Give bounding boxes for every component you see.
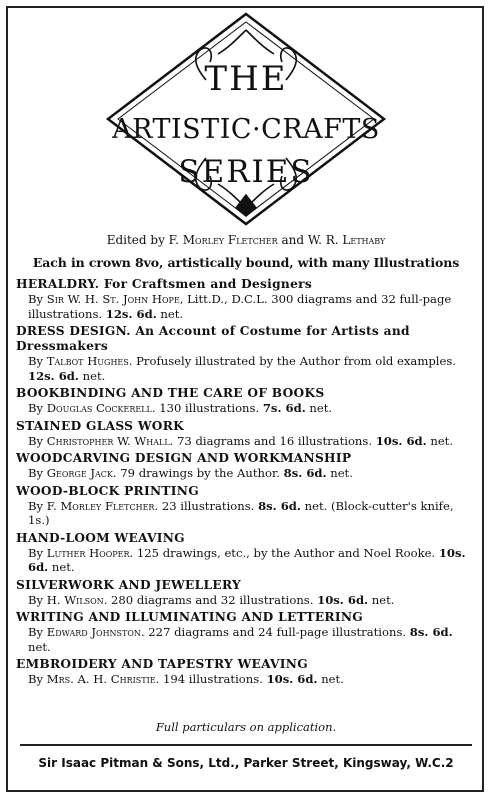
book-price: 10s. 6d. (266, 672, 318, 686)
book-description (16, 625, 476, 654)
format-line: Each in crown 8vo, artistically bound, with many Illustrations (32, 255, 460, 270)
by-prefix: By (28, 592, 47, 607)
book-price: 10s. 6d. (317, 592, 369, 607)
book-details: . 227 diagrams and 24 full-page illustrations. (140, 625, 410, 639)
book-title: DRESS DESIGN. An Account of Costume for Artists and Dressmakers (16, 324, 410, 353)
price-suffix: net. (28, 639, 51, 654)
divider (20, 744, 472, 746)
by-prefix: By (28, 545, 47, 560)
book-description (16, 593, 476, 608)
book-details: . 23 illustrations. (154, 498, 259, 513)
price-suffix: net. (326, 466, 353, 480)
book-title: WOOD-BLOCK PRINTING (16, 483, 199, 498)
book-details: . 73 diagrams and 16 illustrations. (169, 433, 376, 448)
logo-title-line3: SERIES (178, 154, 314, 190)
book-author: Talbot Hughes (46, 354, 129, 368)
book-author: Edward Johnston (46, 625, 141, 639)
book-title: HERALDRY. For Craftsmen and Designers (16, 277, 313, 291)
book-details: . 125 drawings, etc., by the Author and Noel Rooke. (129, 545, 439, 560)
price-suffix: net. (317, 672, 344, 686)
book-price: 8s. 6d. (409, 625, 453, 639)
editor-name: F. Morley Fletcher (168, 233, 278, 247)
book-entry (16, 610, 476, 654)
editors-joiner: and (277, 233, 308, 247)
book-author: Douglas Cockerell (46, 401, 152, 415)
by-prefix: By (28, 498, 47, 513)
book-title: SILVERWORK AND JEWELLERY (16, 577, 242, 592)
price-suffix: net. (Block-cutter's knife, 1s.) (28, 498, 454, 527)
book-price: 8s. 6d. (258, 498, 301, 513)
price-suffix: net. (368, 592, 395, 607)
price-suffix: net. (48, 560, 75, 574)
book-description (16, 401, 476, 416)
book-details: . Profusely illustrated by the Author from old examples. (128, 354, 456, 368)
book-details: . 130 illustrations. (151, 401, 263, 415)
book-details: . 79 drawings by the Author. (112, 466, 284, 480)
book-entry (16, 484, 476, 528)
book-price: 10s. 6d. (375, 433, 427, 448)
book-author: F. Morley Fletcher (46, 498, 155, 513)
logo-title-line1: THE (204, 59, 288, 99)
by-prefix: By (28, 354, 47, 368)
book-author: Sir W. H. St. John Hope (46, 292, 180, 306)
price-suffix: net. (305, 401, 333, 415)
footnote: Full particulars on application. (155, 720, 337, 734)
book-description (16, 434, 476, 449)
book-details: . 194 illustrations. (155, 672, 267, 686)
by-prefix: By (28, 672, 47, 686)
book-entry (16, 386, 476, 416)
price-suffix: net. (78, 368, 106, 383)
price-suffix: net. (156, 306, 184, 321)
logo-title-line2: ARTISTIC·CRAFTS (112, 114, 380, 145)
book-price: 8s. 6d. (283, 466, 327, 480)
editors-prefix: Edited by (106, 233, 169, 247)
book-author: Mrs. A. H. Christie (46, 672, 156, 686)
book-title: HAND-LOOM WEAVING (16, 530, 185, 545)
book-description (16, 546, 476, 575)
book-entry (16, 531, 476, 575)
book-title: WOODCARVING DESIGN AND WORKMANSHIP (16, 451, 352, 465)
book-entry (16, 451, 476, 481)
book-entry (16, 324, 476, 383)
book-entry (16, 578, 476, 608)
book-entry (16, 657, 476, 687)
by-prefix: By (28, 433, 47, 448)
book-details: , Litt.D., D.C.L. 300 diagrams and 32 full-page illustrations. (28, 292, 452, 321)
price-suffix: net. (426, 433, 454, 448)
book-price: 10s. 6d. (28, 545, 466, 574)
book-author: Christopher W. Whall (46, 433, 170, 448)
book-title: STAINED GLASS WORK (16, 418, 185, 433)
book-description (16, 354, 476, 383)
book-title: WRITING AND ILLUMINATING AND LETTERING (16, 610, 364, 624)
publisher-line: Sir Isaac Pitman & Sons, Ltd., Parker Street, Kingsway, W.C.2 (38, 756, 454, 770)
book-entry (16, 419, 476, 449)
book-description (16, 672, 476, 687)
editor-name: W. R. Lethaby (307, 233, 386, 247)
book-price: 7s. 6d. (262, 401, 306, 415)
by-prefix: By (28, 625, 47, 639)
book-entry (16, 277, 476, 321)
by-prefix: By (28, 466, 47, 480)
book-description (16, 466, 476, 481)
by-prefix: By (28, 401, 47, 415)
book-author: H. Wilson (46, 592, 104, 607)
book-author: George Jack (46, 466, 113, 480)
by-prefix: By (28, 292, 47, 306)
book-list (16, 277, 476, 690)
book-description (16, 499, 476, 528)
book-title: EMBROIDERY AND TAPESTRY WEAVING (16, 657, 308, 671)
book-author: Luther Hooper (46, 545, 130, 560)
editors-line (0, 233, 492, 247)
book-description (16, 292, 476, 321)
series-logo (96, 10, 396, 228)
book-price: 12s. 6d. (105, 306, 157, 321)
book-title: BOOKBINDING AND THE CARE OF BOOKS (16, 386, 325, 400)
book-details: . 280 diagrams and 32 illustrations. (103, 592, 318, 607)
book-price: 12s. 6d. (28, 368, 79, 383)
